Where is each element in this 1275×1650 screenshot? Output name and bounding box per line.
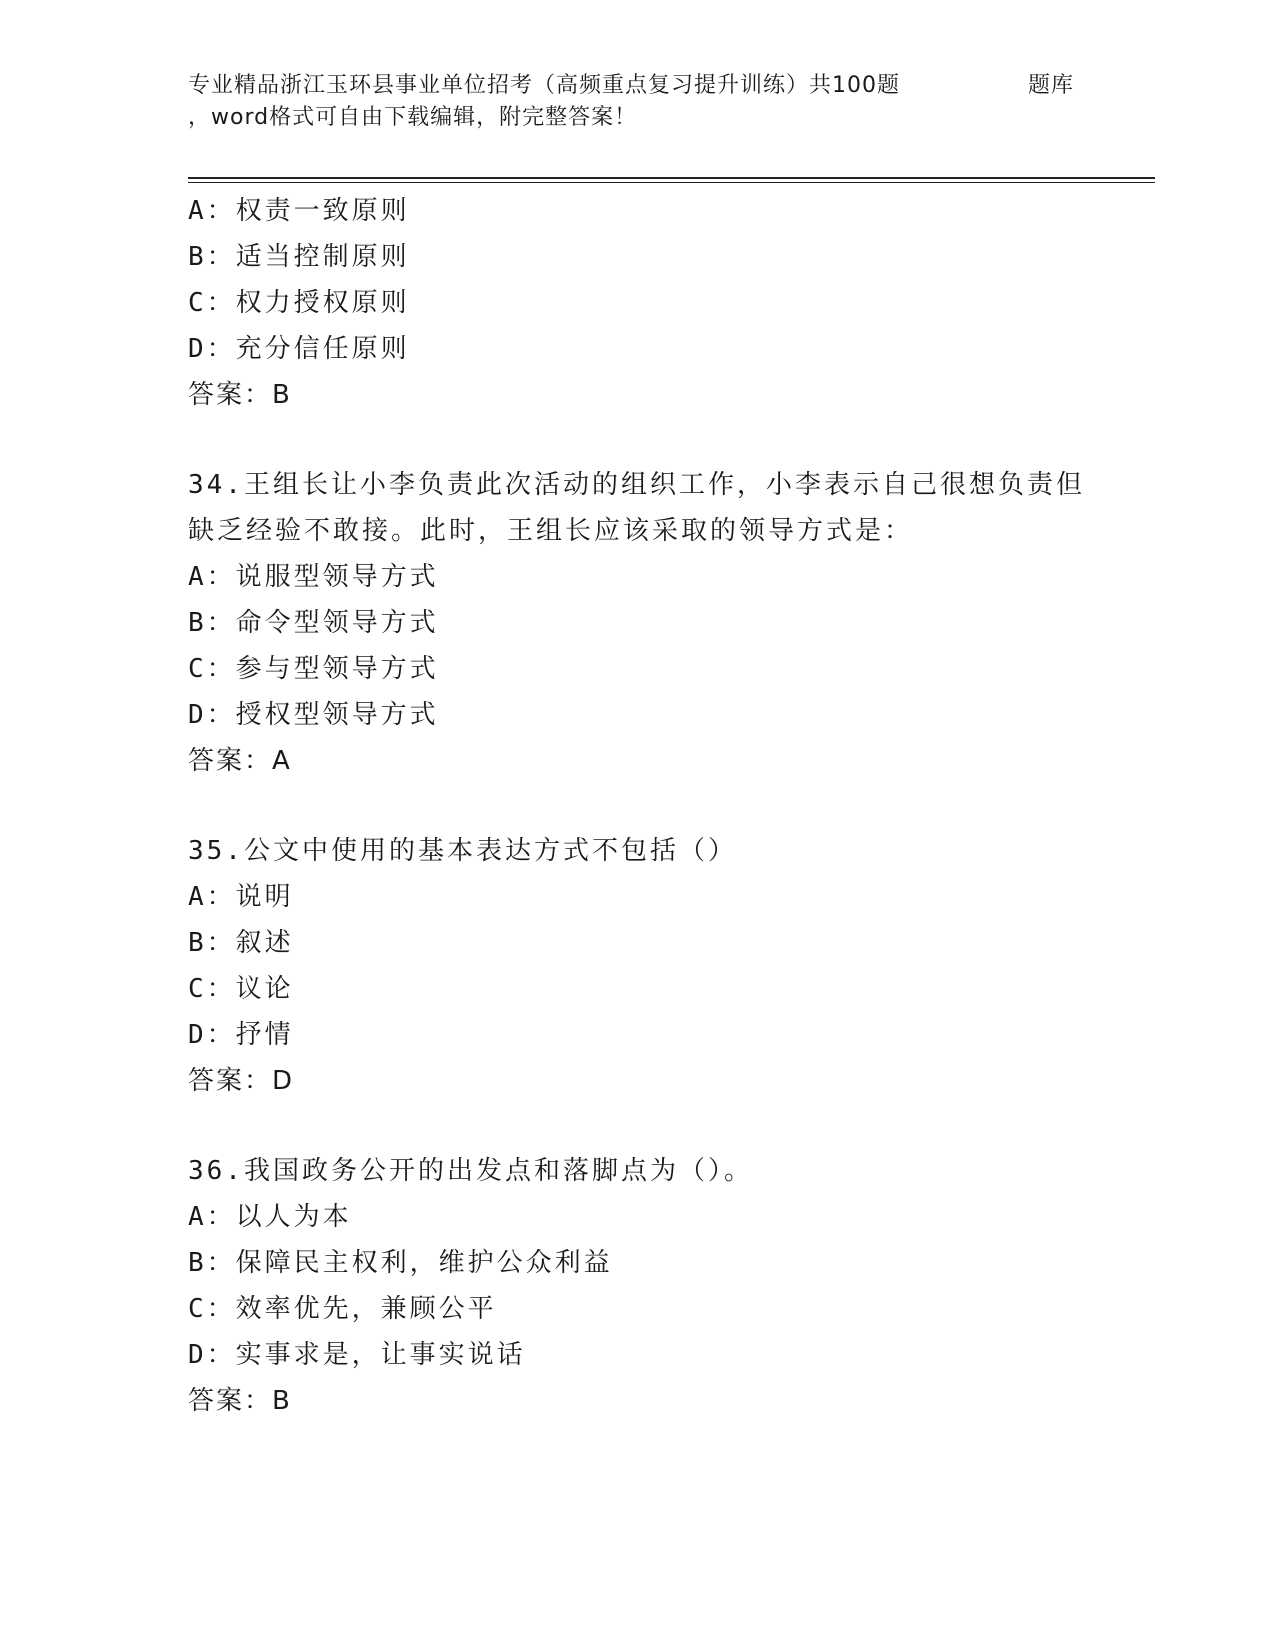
answer: 答案：A bbox=[188, 746, 292, 776]
header-tag: 题库 bbox=[1028, 73, 1075, 98]
option-a: A：说服型领导方式 bbox=[188, 562, 439, 592]
option-d: D：授权型领导方式 bbox=[188, 700, 439, 730]
option-a: A：权责一致原则 bbox=[188, 196, 410, 226]
spacer bbox=[188, 418, 1088, 462]
document-title: 专业精品浙江玉环县事业单位招考（高频重点复习提升训练）共100题 bbox=[188, 73, 900, 98]
question-stem: 34.王组长让小李负责此次活动的组织工作，小李表示自己很想负责但 bbox=[188, 470, 1085, 500]
answer: 答案：B bbox=[188, 380, 292, 410]
option-c: C：参与型领导方式 bbox=[188, 654, 439, 684]
option-a: A：以人为本 bbox=[188, 1202, 352, 1232]
option-d: D：充分信任原则 bbox=[188, 334, 410, 364]
question-stem: 35.公文中使用的基本表达方式不包括（） bbox=[188, 836, 737, 866]
question-stem-continued: 缺乏经验不敢接。此时，王组长应该采取的领导方式是： bbox=[188, 516, 914, 546]
answer: 答案：B bbox=[188, 1386, 292, 1416]
question-35 bbox=[188, 828, 1088, 1104]
spacer bbox=[188, 784, 1088, 828]
header-line-1 bbox=[188, 70, 1088, 102]
option-b: B：保障民主权利，维护公众利益 bbox=[188, 1248, 613, 1278]
question-34 bbox=[188, 462, 1088, 784]
question-33 bbox=[188, 188, 1088, 418]
document-subtitle: ，word格式可自由下载编辑，附完整答案！ bbox=[188, 105, 638, 130]
option-a: A：说明 bbox=[188, 882, 294, 912]
answer: 答案：D bbox=[188, 1066, 295, 1096]
option-c: C：效率优先，兼顾公平 bbox=[188, 1294, 497, 1324]
option-c: C：议论 bbox=[188, 974, 294, 1004]
option-d: D：抒情 bbox=[188, 1020, 294, 1050]
option-d: D：实事求是，让事实说话 bbox=[188, 1340, 526, 1370]
page-header bbox=[188, 70, 1088, 134]
spacer bbox=[188, 1104, 1088, 1148]
option-c: C：权力授权原则 bbox=[188, 288, 410, 318]
question-36 bbox=[188, 1148, 1088, 1424]
header-divider-thin bbox=[188, 182, 1155, 183]
option-b: B：叙述 bbox=[188, 928, 294, 958]
option-b: B：适当控制原则 bbox=[188, 242, 410, 272]
question-stem: 36.我国政务公开的出发点和落脚点为（）。 bbox=[188, 1156, 753, 1186]
question-list bbox=[188, 188, 1088, 1424]
header-divider bbox=[188, 177, 1155, 179]
option-b: B：命令型领导方式 bbox=[188, 608, 439, 638]
